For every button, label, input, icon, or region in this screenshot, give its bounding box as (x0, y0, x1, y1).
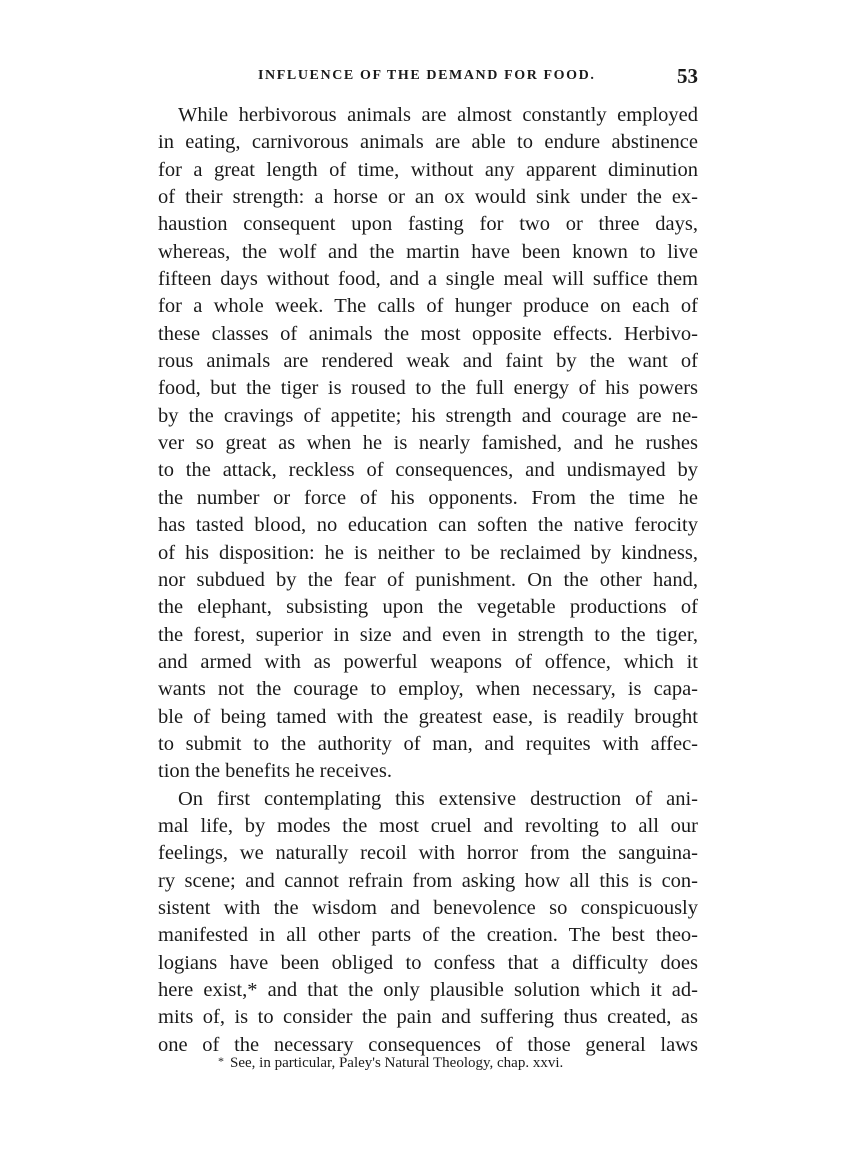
text-line: has tasted blood, no education can soften the native ferocity (158, 514, 698, 537)
body-text (158, 102, 698, 1059)
text-line: ry scene; and cannot refrain from asking how all this is con- (158, 869, 698, 892)
text-line: the elephant, subsisting upon the vegetable productions of (158, 596, 698, 619)
text-line: logians have been obliged to confess that a difficulty does (158, 951, 698, 974)
text-line: haustion consequent upon fasting for two or three days, (158, 213, 698, 236)
text-line: sistent with the wisdom and benevolence so conspicuously (158, 896, 698, 919)
text-line: feelings, we naturally recoil with horror from the sanguina- (158, 842, 698, 865)
text-line: one of the necessary consequences of those general laws (158, 1033, 698, 1056)
text-line: nor subdued by the fear of punishment. On the other hand, (158, 568, 698, 591)
text-line: wants not the courage to employ, when necessary, is capa- (158, 678, 698, 701)
footnote (218, 1054, 563, 1072)
text-line: On first contemplating this extensive destruction of ani- (178, 787, 698, 810)
text-line: whereas, the wolf and the martin have been known to live (158, 240, 698, 263)
footnote-text: See, in particular, Paley's Natural Theology, chap. xxvi. (230, 1055, 564, 1071)
text-line: fifteen days without food, and a single meal will suffice them (158, 268, 698, 291)
text-line: food, but the tiger is roused to the full energy of his powers (158, 377, 698, 400)
text-line: tion the benefits he receives. (158, 760, 392, 783)
text-line: to submit to the authority of man, and requites with affec- (158, 732, 698, 755)
text-line: these classes of animals the most opposite effects. Herbivo- (158, 322, 698, 345)
text-line: for a whole week. The calls of hunger produce on each of (158, 295, 698, 318)
text-line: here exist,* and that the only plausible solution which it ad- (158, 979, 698, 1001)
text-line: ble of being tamed with the greatest ease, is readily brought (158, 705, 698, 728)
text-line: While herbivorous animals are almost constantly employed (178, 104, 698, 126)
text-line: of his disposition: he is neither to be reclaimed by kindness, (158, 541, 698, 564)
text-line: by the cravings of appetite; his strength and courage are ne- (158, 404, 698, 427)
text-line: mal life, by modes the most cruel and revolting to all our (158, 814, 698, 837)
text-line: of their strength: a horse or an ox would sink under the ex- (158, 186, 698, 209)
running-head (158, 66, 698, 90)
page-number: 53 (677, 64, 698, 88)
text-line: to the attack, reckless of consequences, and undismayed by (158, 459, 698, 482)
text-line: for a great length of time, without any apparent diminution (158, 158, 698, 181)
text-line: in eating, carnivorous animals are able to endure abstinence (158, 131, 698, 154)
text-line: the forest, superior in size and even in strength to the tiger, (158, 623, 698, 646)
text-line: mits of, is to consider the pain and suffering thus created, as (158, 1006, 698, 1029)
text-line: and armed with as powerful weapons of offence, which it (158, 650, 698, 673)
text-line: manifested in all other parts of the creation. The best theo- (158, 924, 698, 947)
text-line: rous animals are rendered weak and faint by the want of (158, 350, 698, 373)
text-line: ver so great as when he is nearly famished, and he rushes (158, 432, 698, 455)
text-line: the number or force of his opponents. From the time he (158, 486, 698, 509)
running-title: INFLUENCE OF THE DEMAND FOR FOOD. (258, 68, 596, 83)
footnote-marker: * (218, 1054, 224, 1068)
